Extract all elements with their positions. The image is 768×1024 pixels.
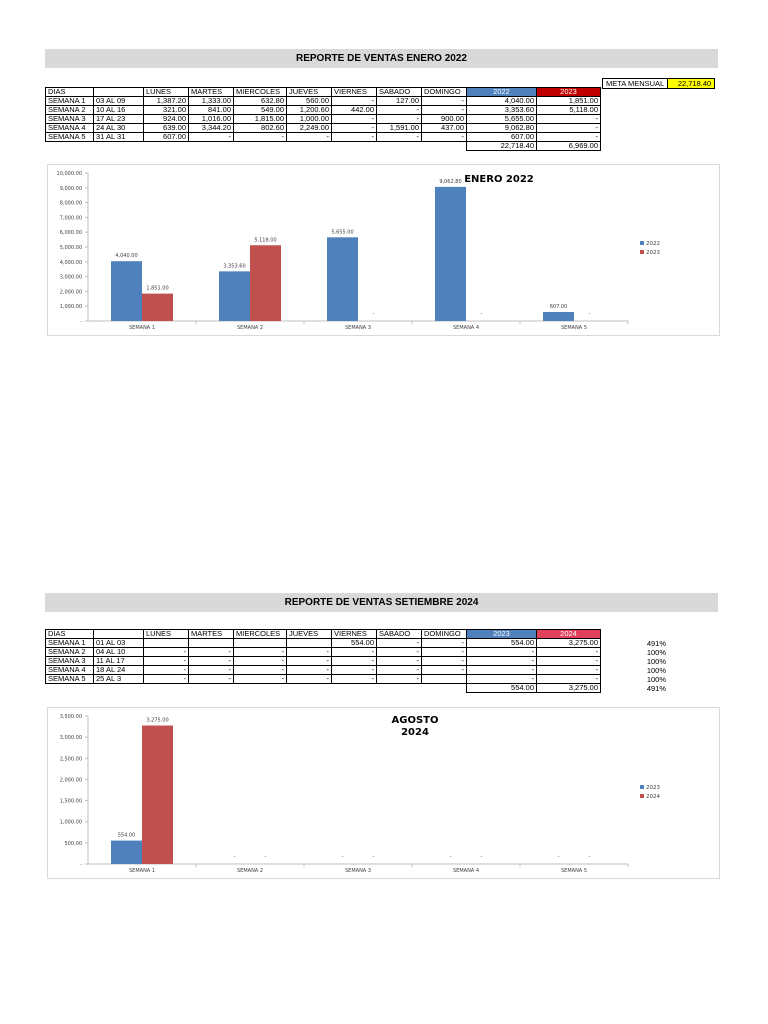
y-tick-label: - <box>80 862 82 868</box>
row-label-cell[interactable]: SEMANA 3 <box>46 115 94 124</box>
data-label: 607.00 <box>549 304 568 311</box>
value-cell[interactable]: 5,118.00 <box>537 106 601 115</box>
bar-2024 <box>142 726 173 864</box>
value-cell[interactable]: 1,333.00 <box>189 97 234 106</box>
data-label: - <box>588 854 591 860</box>
value-cell[interactable]: 560.00 <box>287 97 332 106</box>
value-cell[interactable]: - <box>422 639 467 648</box>
value-cell[interactable]: 1,851.00 <box>537 97 601 106</box>
value-cell[interactable]: 924.00 <box>144 115 189 124</box>
y-tick-label: 10,000.00 <box>56 171 82 177</box>
data-label: - <box>588 311 591 317</box>
header-cell[interactable]: VIERNES <box>332 88 377 97</box>
data-label: - <box>480 311 483 317</box>
value-cell[interactable]: - <box>287 675 332 684</box>
table-row <box>46 648 601 657</box>
value-cell[interactable]: - <box>332 97 377 106</box>
value-cell[interactable]: - <box>332 666 377 675</box>
empty-cell[interactable] <box>46 142 94 151</box>
row-label-cell[interactable]: 01 AL 03 <box>94 639 144 648</box>
value-cell[interactable]: - <box>422 648 467 657</box>
value-cell[interactable]: - <box>377 639 422 648</box>
chart-agosto-2024-svg <box>48 708 719 878</box>
header-row <box>46 88 601 97</box>
chart-agosto-2024 <box>47 707 720 879</box>
value-cell[interactable]: - <box>234 657 287 666</box>
x-tick-label: SEMANA 5 <box>561 868 587 874</box>
value-cell[interactable] <box>144 639 189 648</box>
y-tick-label: 6,000.00 <box>59 230 82 237</box>
empty-cell[interactable] <box>94 142 144 151</box>
value-cell[interactable]: - <box>377 648 422 657</box>
header-cell[interactable] <box>94 88 144 97</box>
data-label: - <box>372 854 375 860</box>
bar-2023 <box>142 294 173 321</box>
empty-cell[interactable] <box>46 684 94 693</box>
percent-cell: 100% <box>646 656 666 666</box>
value-cell[interactable]: - <box>467 657 537 666</box>
header-cell[interactable]: 2022 <box>467 88 537 97</box>
value-cell[interactable]: 1,016.00 <box>189 115 234 124</box>
row-label-cell[interactable]: 11 AL 17 <box>94 657 144 666</box>
table-row <box>46 657 601 666</box>
value-cell[interactable]: 442.00 <box>332 106 377 115</box>
row-label-cell[interactable]: SEMANA 4 <box>46 666 94 675</box>
bar-2022 <box>111 261 142 321</box>
legend-swatch <box>640 794 644 798</box>
header-cell[interactable]: DOMINGO <box>422 630 467 639</box>
y-tick-label: 3,500.00 <box>59 714 82 720</box>
bar-2022 <box>327 237 358 321</box>
value-cell[interactable]: - <box>332 675 377 684</box>
totals-row <box>46 142 601 151</box>
header-cell[interactable]: MARTES <box>189 630 234 639</box>
table-row <box>46 97 601 106</box>
value-cell[interactable]: - <box>377 106 422 115</box>
value-cell[interactable]: - <box>144 666 189 675</box>
data-label: 9,062.80 <box>439 178 462 185</box>
value-cell[interactable]: 127.00 <box>377 97 422 106</box>
data-label: 1,851.00 <box>146 285 169 292</box>
value-cell[interactable]: - <box>377 675 422 684</box>
value-cell[interactable]: 321.00 <box>144 106 189 115</box>
row-label-cell[interactable]: SEMANA 5 <box>46 133 94 142</box>
y-tick-label: 8,000.00 <box>59 200 82 207</box>
bar-2023 <box>111 841 142 864</box>
empty-cell[interactable] <box>234 142 287 151</box>
data-label: - <box>449 854 452 860</box>
table-row <box>46 675 601 684</box>
data-label: 3,275.00 <box>146 717 169 724</box>
header-row <box>46 630 601 639</box>
empty-cell[interactable] <box>422 142 467 151</box>
table-row <box>46 133 601 142</box>
header-cell[interactable]: LUNES <box>144 88 189 97</box>
value-cell[interactable] <box>287 639 332 648</box>
chart-enero-2022 <box>47 164 720 336</box>
row-label-cell[interactable]: SEMANA 2 <box>46 648 94 657</box>
value-cell[interactable]: 3,344.20 <box>189 124 234 133</box>
report2-table <box>45 629 601 693</box>
row-label-cell[interactable]: SEMANA 1 <box>46 97 94 106</box>
header-cell[interactable]: JUEVES <box>287 630 332 639</box>
data-label: - <box>264 854 267 860</box>
value-cell[interactable]: 9,062.80 <box>467 124 537 133</box>
value-cell[interactable] <box>189 639 234 648</box>
bar-2023 <box>250 245 281 321</box>
value-cell[interactable]: - <box>189 675 234 684</box>
value-cell[interactable]: - <box>234 675 287 684</box>
value-cell[interactable]: 1,387.20 <box>144 97 189 106</box>
header-cell[interactable]: VIERNES <box>332 630 377 639</box>
value-cell[interactable]: - <box>537 657 601 666</box>
value-cell[interactable]: - <box>377 657 422 666</box>
header-cell[interactable]: JUEVES <box>287 88 332 97</box>
legend-swatch <box>640 785 644 789</box>
value-cell[interactable]: 900.00 <box>422 115 467 124</box>
y-tick-label: 1,500.00 <box>59 798 82 805</box>
row-label-cell[interactable]: 17 AL 23 <box>94 115 144 124</box>
value-cell[interactable]: - <box>537 124 601 133</box>
x-tick-label: SEMANA 3 <box>345 325 371 331</box>
empty-cell[interactable] <box>377 684 422 693</box>
totals-row <box>46 684 601 693</box>
row-label-cell[interactable]: 03 AL 09 <box>94 97 144 106</box>
data-label: 554.00 <box>117 832 136 839</box>
value-cell[interactable]: - <box>234 666 287 675</box>
chart-enero-2022-svg <box>48 165 719 335</box>
value-cell[interactable]: 639.00 <box>144 124 189 133</box>
percent-cell: 100% <box>646 665 666 675</box>
header-cell[interactable]: SABADO <box>377 630 422 639</box>
value-cell[interactable]: - <box>422 97 467 106</box>
value-cell[interactable]: - <box>189 657 234 666</box>
empty-cell[interactable] <box>189 684 234 693</box>
row-label-cell[interactable]: SEMANA 2 <box>46 106 94 115</box>
chart-title: 2024 <box>401 727 429 738</box>
data-label: 3,353.60 <box>223 263 246 270</box>
y-tick-label: 2,500.00 <box>59 756 82 763</box>
value-cell[interactable]: - <box>287 657 332 666</box>
value-cell[interactable]: - <box>422 666 467 675</box>
value-cell[interactable]: 5,655.00 <box>467 115 537 124</box>
percent-cell: 100% <box>646 647 666 657</box>
header-cell[interactable]: DOMINGO <box>422 88 467 97</box>
value-cell[interactable]: - <box>537 115 601 124</box>
empty-cell[interactable] <box>234 684 287 693</box>
header-cell[interactable]: LUNES <box>144 630 189 639</box>
value-cell[interactable]: 549.00 <box>234 106 287 115</box>
value-cell[interactable]: - <box>287 666 332 675</box>
empty-cell[interactable] <box>422 684 467 693</box>
value-cell[interactable]: - <box>189 648 234 657</box>
value-cell[interactable]: 554.00 <box>467 639 537 648</box>
value-cell[interactable]: - <box>234 133 287 142</box>
value-cell[interactable]: 607.00 <box>467 133 537 142</box>
row-label-cell[interactable]: SEMANA 3 <box>46 657 94 666</box>
value-cell[interactable]: 3,275.00 <box>537 639 601 648</box>
value-cell[interactable]: - <box>332 657 377 666</box>
header-cell[interactable]: DIAS <box>46 630 94 639</box>
chart-title: ENERO 2022 <box>464 174 534 185</box>
value-cell[interactable]: - <box>377 666 422 675</box>
table-row <box>46 106 601 115</box>
value-cell[interactable]: 841.00 <box>189 106 234 115</box>
y-tick-label: 3,000.00 <box>59 274 82 281</box>
header-cell[interactable]: MIERCOLES <box>234 630 287 639</box>
row-label-cell[interactable]: 24 AL 30 <box>94 124 144 133</box>
chart-title: AGOSTO <box>391 715 439 726</box>
y-tick-label: 3,000.00 <box>59 735 82 742</box>
value-cell[interactable]: - <box>332 648 377 657</box>
y-tick-label: - <box>80 319 82 325</box>
value-cell[interactable]: - <box>144 675 189 684</box>
empty-cell[interactable] <box>144 142 189 151</box>
header-cell[interactable]: SABADO <box>377 88 422 97</box>
value-cell[interactable]: - <box>467 675 537 684</box>
value-cell[interactable]: 2,249.00 <box>287 124 332 133</box>
legend-label: 2023 <box>646 250 660 256</box>
header-cell[interactable]: MARTES <box>189 88 234 97</box>
value-cell[interactable]: - <box>189 133 234 142</box>
row-label-cell[interactable]: SEMANA 5 <box>46 675 94 684</box>
legend-swatch <box>640 241 644 245</box>
x-tick-label: SEMANA 2 <box>237 325 263 331</box>
data-label: 5,655.00 <box>331 229 354 236</box>
value-cell[interactable]: - <box>537 666 601 675</box>
header-cell[interactable]: MIERCOLES <box>234 88 287 97</box>
data-label: 5,118.00 <box>254 237 277 244</box>
table-row <box>46 115 601 124</box>
empty-cell[interactable] <box>287 142 332 151</box>
value-cell[interactable]: - <box>332 115 377 124</box>
header-cell[interactable]: 2023 <box>537 88 601 97</box>
bar-2022 <box>543 312 574 321</box>
x-tick-label: SEMANA 1 <box>129 325 155 331</box>
value-cell[interactable]: - <box>377 115 422 124</box>
value-cell[interactable]: - <box>287 648 332 657</box>
header-cell[interactable] <box>94 630 144 639</box>
header-cell[interactable]: 2023 <box>467 630 537 639</box>
value-cell[interactable]: - <box>332 124 377 133</box>
value-cell[interactable]: 1,200.60 <box>287 106 332 115</box>
row-label-cell[interactable]: 10 AL 16 <box>94 106 144 115</box>
y-tick-label: 5,000.00 <box>59 245 82 251</box>
data-label: - <box>233 854 236 860</box>
empty-cell[interactable] <box>287 684 332 693</box>
report1-table <box>45 87 601 151</box>
row-label-cell[interactable]: SEMANA 4 <box>46 124 94 133</box>
y-tick-label: 4,000.00 <box>59 259 82 266</box>
report1-title: REPORTE DE VENTAS ENERO 2022 <box>45 49 718 68</box>
legend-label: 2023 <box>646 785 660 791</box>
header-cell[interactable]: DIAS <box>46 88 94 97</box>
y-tick-label: 2,000.00 <box>59 289 82 296</box>
y-tick-label: 1,000.00 <box>59 819 82 826</box>
value-cell[interactable] <box>422 675 467 684</box>
meta-label: META MENSUAL <box>603 79 668 89</box>
data-label: 4,040.00 <box>115 253 138 260</box>
meta-value[interactable]: 22,718.40 <box>668 79 715 89</box>
value-cell[interactable]: 607.00 <box>144 133 189 142</box>
value-cell[interactable]: - <box>377 133 422 142</box>
data-label: - <box>372 311 375 317</box>
value-cell[interactable]: - <box>234 648 287 657</box>
total-cell[interactable]: 3,275.00 <box>537 684 601 693</box>
value-cell[interactable]: - <box>144 657 189 666</box>
empty-cell[interactable] <box>189 142 234 151</box>
value-cell[interactable]: 4,040.00 <box>467 97 537 106</box>
value-cell[interactable]: 554.00 <box>332 639 377 648</box>
header-cell[interactable]: 2024 <box>537 630 601 639</box>
value-cell[interactable]: - <box>332 133 377 142</box>
row-label-cell[interactable]: 04 AL 10 <box>94 648 144 657</box>
x-tick-label: SEMANA 1 <box>129 868 155 874</box>
total-cell[interactable]: 554.00 <box>467 684 537 693</box>
value-cell[interactable]: - <box>144 648 189 657</box>
empty-cell[interactable] <box>144 684 189 693</box>
row-label-cell[interactable]: SEMANA 1 <box>46 639 94 648</box>
empty-cell[interactable] <box>94 684 144 693</box>
y-tick-label: 2,000.00 <box>59 777 82 784</box>
data-label: - <box>557 854 560 860</box>
legend-label: 2022 <box>646 241 660 247</box>
bar-2022 <box>435 187 466 321</box>
value-cell[interactable]: 1,591.00 <box>377 124 422 133</box>
y-tick-label: 9,000.00 <box>59 185 82 192</box>
table-row <box>46 639 601 648</box>
x-tick-label: SEMANA 2 <box>237 868 263 874</box>
value-cell[interactable]: - <box>422 133 467 142</box>
value-cell[interactable]: - <box>537 648 601 657</box>
value-cell[interactable]: - <box>287 133 332 142</box>
value-cell[interactable]: 802.60 <box>234 124 287 133</box>
value-cell[interactable]: - <box>422 657 467 666</box>
value-cell[interactable]: - <box>422 106 467 115</box>
table-row <box>46 666 601 675</box>
value-cell[interactable]: - <box>467 648 537 657</box>
total-cell[interactable]: 6,969.00 <box>537 142 601 151</box>
value-cell[interactable]: - <box>467 666 537 675</box>
x-tick-label: SEMANA 4 <box>453 325 479 331</box>
y-tick-label: 500.00 <box>64 840 82 847</box>
row-label-cell[interactable]: 18 AL 24 <box>94 666 144 675</box>
empty-cell[interactable] <box>332 684 377 693</box>
meta-mensual-box <box>602 78 715 89</box>
x-tick-label: SEMANA 4 <box>453 868 479 874</box>
legend-label: 2024 <box>646 794 660 800</box>
value-cell[interactable]: 437.00 <box>422 124 467 133</box>
x-tick-label: SEMANA 5 <box>561 325 587 331</box>
report2-title: REPORTE DE VENTAS SETIEMBRE 2024 <box>45 593 718 612</box>
x-tick-label: SEMANA 3 <box>345 868 371 874</box>
y-tick-label: 1,000.00 <box>59 304 82 311</box>
value-cell[interactable]: 1,815.00 <box>234 115 287 124</box>
percent-cell: 491% <box>646 683 666 693</box>
bar-2022 <box>219 271 250 321</box>
data-label: - <box>341 854 344 860</box>
percent-cell: 100% <box>646 674 666 684</box>
value-cell[interactable]: - <box>189 666 234 675</box>
total-cell[interactable]: 22,718.40 <box>467 142 537 151</box>
value-cell[interactable]: 632.80 <box>234 97 287 106</box>
empty-cell[interactable] <box>332 142 377 151</box>
row-label-cell[interactable]: 31 AL 31 <box>94 133 144 142</box>
data-label: - <box>480 854 483 860</box>
percent-cell: 491% <box>646 638 666 648</box>
row-label-cell[interactable]: 25 AL 3 <box>94 675 144 684</box>
y-tick-label: 7,000.00 <box>59 215 82 222</box>
value-cell[interactable]: - <box>537 133 601 142</box>
empty-cell[interactable] <box>377 142 422 151</box>
value-cell[interactable]: - <box>537 675 601 684</box>
value-cell[interactable] <box>234 639 287 648</box>
value-cell[interactable]: 1,000.00 <box>287 115 332 124</box>
table-row <box>46 124 601 133</box>
legend-swatch <box>640 250 644 254</box>
value-cell[interactable]: 3,353.60 <box>467 106 537 115</box>
